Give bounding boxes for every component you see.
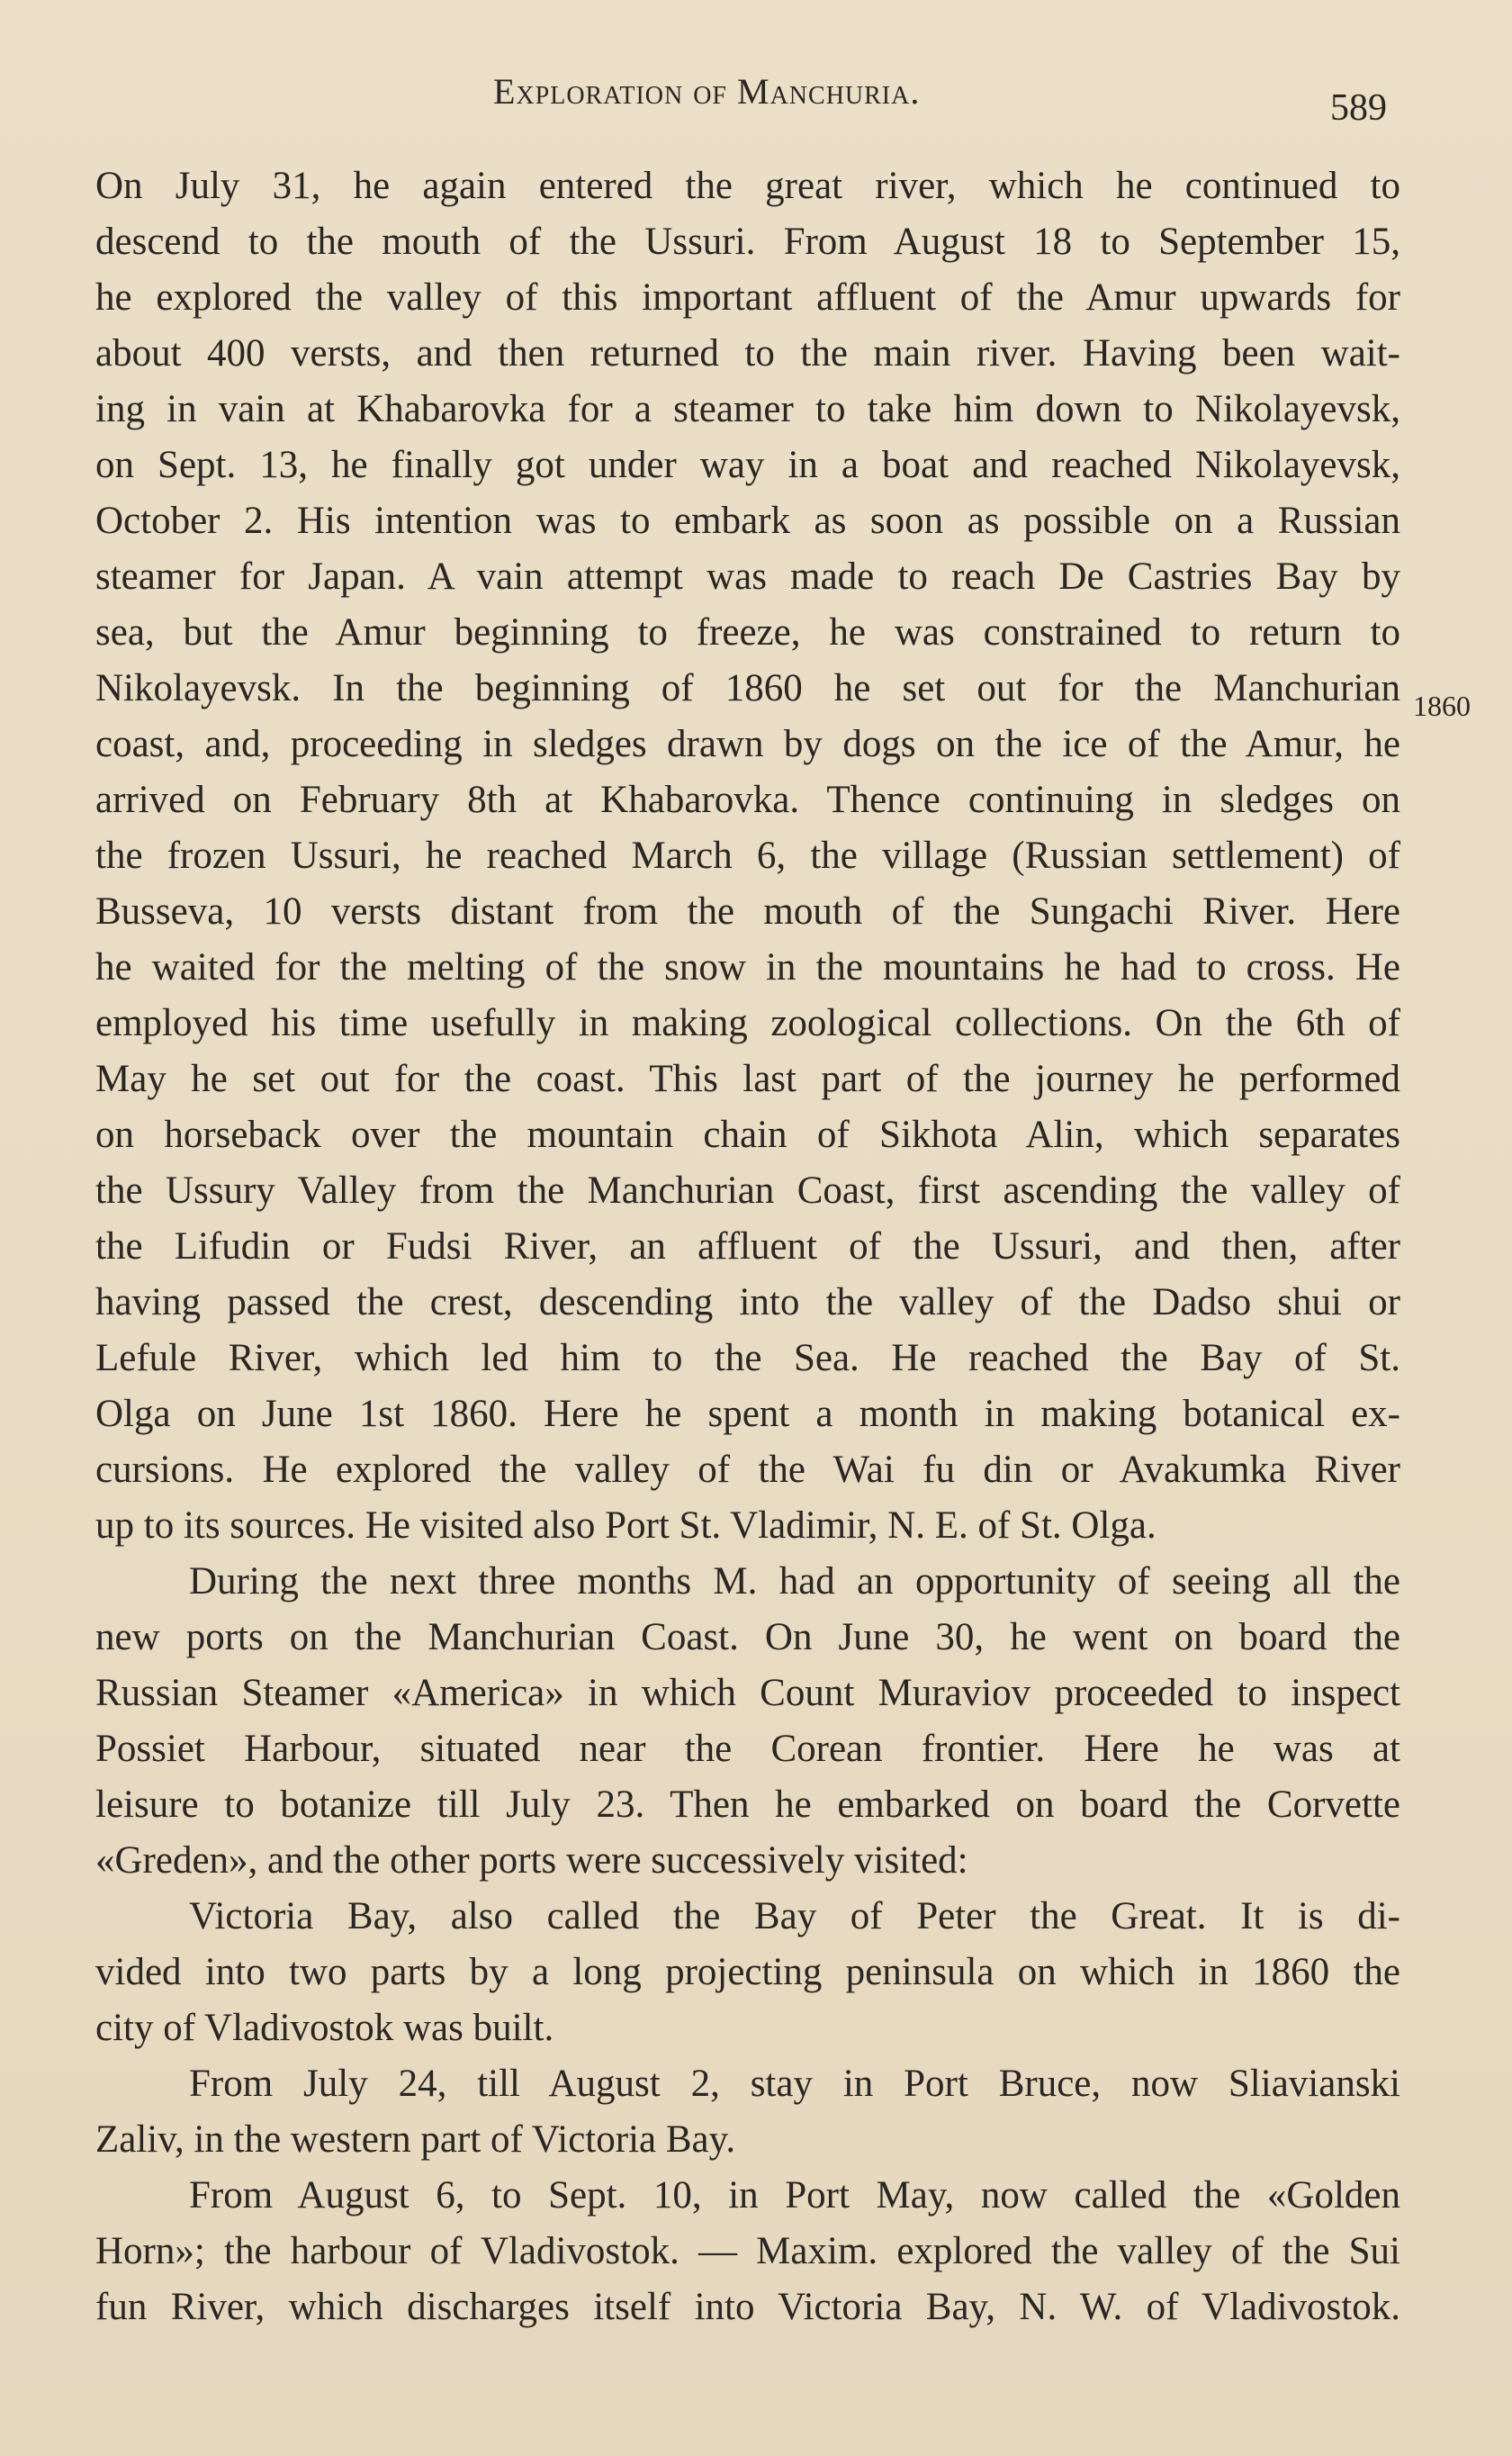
running-head [0, 70, 1512, 129]
text-line: May he set out for the coast. This last part of the journey he performed [95, 1058, 1400, 1100]
text-line: the Ussury Valley from the Manchurian Coast, first ascending the valley of [95, 1169, 1400, 1212]
text-line: new ports on the Manchurian Coast. On June 30, he went on board the [95, 1616, 1400, 1658]
text-line: descend to the mouth of the Ussuri. From August 18 to September 15, [95, 221, 1400, 263]
text-line: the frozen Ussuri, he reached March 6, the village (Russian settlement) of [95, 835, 1400, 877]
body-text [95, 158, 1400, 2335]
text-line: Olga on June 1st 1860. Here he spent a month in making botanical ex- [95, 1393, 1400, 1435]
text-line: fun River, which discharges itself into Victoria Bay, N. W. of Vladivostok. [95, 2286, 1400, 2328]
text-line: During the next three months M. had an opportunity of seeing all the [189, 1560, 1400, 1603]
text-line: city of Vladivostok was built. [95, 2007, 554, 2049]
text-line: employed his time usefully in making zoological collections. On the 6th of [95, 1002, 1400, 1044]
text-line: From August 6, to Sept. 10, in Port May, now called the «Golden [189, 2174, 1400, 2217]
text-line: Zaliv, in the western part of Victoria Bay. [95, 2118, 736, 2161]
text-line: on horseback over the mountain chain of Sikhota Alin, which separates [95, 1114, 1400, 1156]
text-line: On July 31, he again entered the great river, which he continued to [95, 165, 1400, 207]
text-line: he waited for the melting of the snow in the mountains he had to cross. He [95, 946, 1400, 989]
text-line: October 2. His intention was to embark as soon as possible on a Russian [95, 500, 1400, 542]
text-line: From July 24, till August 2, stay in Port Bruce, now Sliavianski [189, 2063, 1400, 2105]
text-line: Possiet Harbour, situated near the Corean frontier. Here he was at [95, 1728, 1400, 1770]
text-line: arrived on February 8th at Khabarovka. Thence continuing in sledges on [95, 779, 1400, 821]
text-line: Lefule River, which led him to the Sea. He reached the Bay of St. [95, 1337, 1400, 1379]
text-line: sea, but the Amur beginning to freeze, he was constrained to return to [95, 611, 1400, 654]
text-line: about 400 versts, and then returned to the main river. Having been wait- [95, 332, 1400, 375]
text-line: «Greden», and the other ports were successively visited: [95, 1839, 968, 1882]
running-title: Exploration of Manchuria. [493, 71, 921, 112]
text-line: leisure to botanize till July 23. Then he embarked on board the Corvette [95, 1783, 1400, 1826]
text-line: up to its sources. He visited also Port St. Vladimir, N. E. of St. Olga. [95, 1504, 1156, 1547]
text-line: on Sept. 13, he finally got under way in a boat and reached Nikolayevsk, [95, 444, 1400, 486]
text-line: the Lifudin or Fudsi River, an affluent of the Ussuri, and then, after [95, 1225, 1400, 1268]
text-line: coast, and, proceeding in sledges drawn by dogs on the ice of the Amur, he [95, 723, 1400, 765]
text-line: Victoria Bay, also called the Bay of Peter the Great. It is di- [189, 1895, 1400, 1937]
text-line: Nikolayevsk. In the beginning of 1860 he set out for the Manchurian [95, 667, 1400, 709]
text-line: having passed the crest, descending into the valley of the Dadso shui or [95, 1281, 1400, 1323]
text-line: Horn»; the harbour of Vladivostok. — Maxim. explored the valley of the Sui [95, 2230, 1400, 2272]
text-line: Busseva, 10 versts distant from the mouth of the Sungachi River. Here [95, 890, 1400, 933]
text-line: he explored the valley of this important affluent of the Amur upwards for [95, 276, 1400, 319]
text-line: Russian Steamer «America» in which Count Muraviov proceeded to inspect [95, 1672, 1400, 1714]
page-number: 589 [1330, 87, 1387, 129]
text-line: steamer for Japan. A vain attempt was made to reach De Castries Bay by [95, 555, 1400, 598]
margin-year-note: 1860 [1413, 690, 1471, 722]
text-line: ing in vain at Khabarovka for a steamer to take him down to Nikolayevsk, [95, 388, 1400, 430]
text-line: vided into two parts by a long projecting peninsula on which in 1860 the [95, 1951, 1400, 1993]
text-line: cursions. He explored the valley of the Wai fu din or Avakumka River [95, 1449, 1400, 1491]
